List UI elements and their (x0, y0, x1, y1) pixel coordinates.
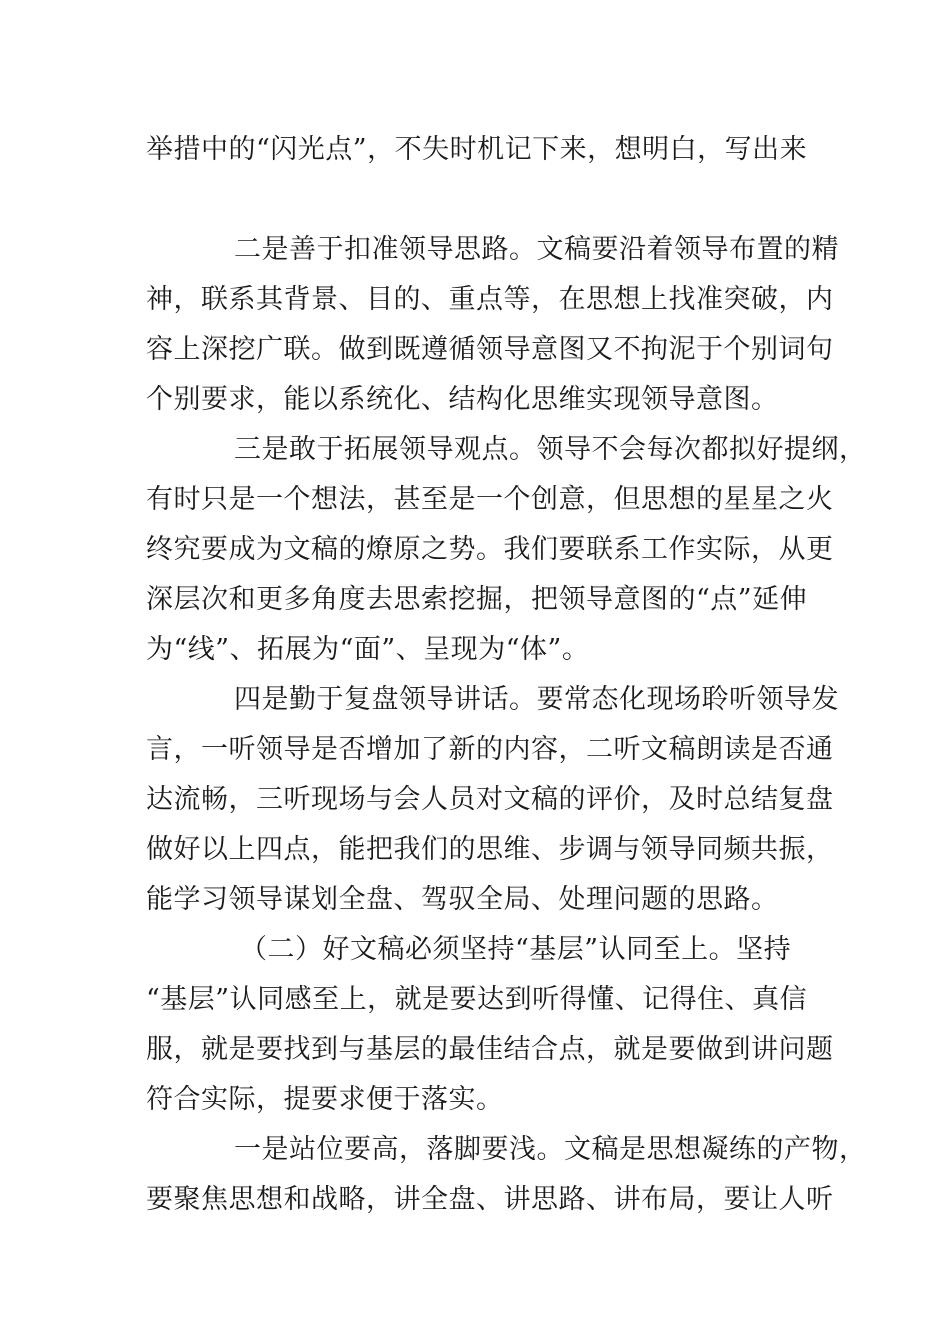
paragraph-start-line: 三是敢于拓展领导观点。领导不会每次都拟好提纲， (234, 434, 867, 465)
text-line: 为“线”、拓展为“面”、呈现为“体”。 (146, 634, 590, 665)
text-line: 神，联系其背景、目的、重点等，在思想上找准突破，内 (146, 284, 834, 315)
paragraph-start-line: 一是站位要高，落脚要浅。文稿是思想凝练的产物， (234, 1134, 867, 1165)
text-line: 言，一听领导是否增加了新的内容，二听文稿朗读是否通 (146, 734, 834, 765)
paragraph-start-line: 二是善于扣准领导思路。文稿要沿着领导布置的精 (234, 234, 839, 265)
text-line: 终究要成为文稿的燎原之势。我们要联系工作实际，从更 (146, 534, 834, 565)
text-line: 能学习领导谋划全盘、驾驭全局、处理问题的思路。 (146, 884, 779, 915)
paragraph-start-line: 四是勤于复盘领导讲话。要常态化现场聆听领导发 (234, 684, 839, 715)
text-line: 有时只是一个想法，甚至是一个创意，但思想的星星之火 (146, 484, 834, 515)
text-line: 做好以上四点，能把我们的思维、步调与领导同频共振， (146, 834, 834, 865)
text-line: 要聚焦思想和战略，讲全盘、讲思路、讲布局，要让人听 (146, 1184, 834, 1215)
text-line: 服，就是要找到与基层的最佳结合点，就是要做到讲问题 (146, 1034, 834, 1065)
text-line: 深层次和更多角度去思索挖掘，把领导意图的“点”延伸 (146, 584, 808, 615)
text-line: 符合实际，提要求便于落实。 (146, 1084, 504, 1115)
text-line: 举措中的“闪光点”，不失时机记下来，想明白，写出来 (146, 134, 808, 165)
text-line: “基层”认同感至上，就是要达到听得懂、记得住、真信 (146, 984, 808, 1015)
text-line: 达流畅，三听现场与会人员对文稿的评价，及时总结复盘 (146, 784, 834, 815)
section-heading-line: （二）好文稿必须坚持“基层”认同至上。坚持 (240, 934, 792, 965)
text-line: 个别要求，能以系统化、结构化思维实现领导意图。 (146, 384, 779, 415)
text-line: 容上深挖广联。做到既遵循领导意图又不拘泥于个别词句 (146, 334, 834, 365)
